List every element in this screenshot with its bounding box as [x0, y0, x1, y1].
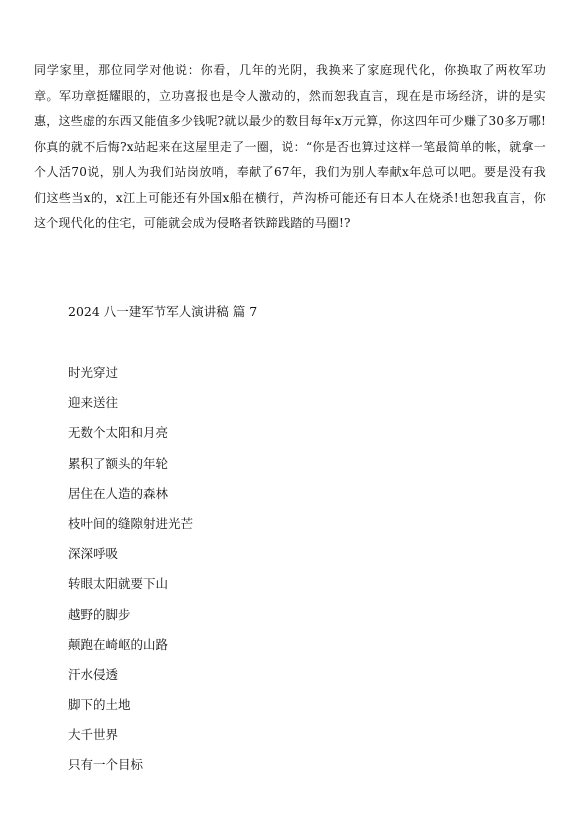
poem-line: 时光穿过 — [68, 365, 119, 380]
poem-line: 大千世界 — [68, 727, 119, 743]
poem-line: 枝叶间的缝隙射进光芒 — [68, 515, 194, 531]
body-paragraph: 同学家里，那位同学对他说：你看，几年的光阴，我换来了家庭现代化，你换取了两枚军功章。军功章挺耀眼的，立功喜报也是令人激动的，然而恕我直言，现在是市场经济，讲的是实惠，这些虚的东西又能值多少钱呢?就以最少的数目每年x万元算，你这四年可少赚了30多万哪!你真的就不后悔?x站起来在这屋里走了一圈，说：“你是否也算过这样一笔最简单的帐，就拿一个人活70说，别人为我们站岗放哨，奉献了67年，我们为别人奉献x年总可以吧。要是没有我们这些当x的，x江上可能还有外国x船在横行，芦沟桥可能还有日本人在烧杀!也恕我直言，你这个现代化的住宅，可能就会成为侵略者铁蹄践踏的马圈!? — [34, 63, 546, 230]
poem-line: 汗水侵透 — [68, 666, 119, 682]
poem-line: 脚下的土地 — [68, 697, 131, 713]
poem-list — [68, 358, 193, 781]
poem-line: 越野的脚步 — [68, 606, 131, 622]
poem-line: 转眼太阳就要下山 — [68, 576, 169, 592]
poem-line: 累积了额头的年轮 — [68, 455, 169, 471]
poem-line: 无数个太阳和月亮 — [68, 425, 169, 441]
poem-line: 居住在人造的森林 — [68, 485, 169, 501]
poem-line: 颠跑在崎岖的山路 — [68, 636, 169, 652]
section-heading: 2024 八一建军节军人演讲稿 篇 7 — [68, 304, 258, 319]
poem-line: 只有一个目标 — [68, 757, 144, 773]
poem-line: 深深呼吸 — [68, 546, 119, 562]
poem-line: 迎来送往 — [68, 395, 119, 411]
